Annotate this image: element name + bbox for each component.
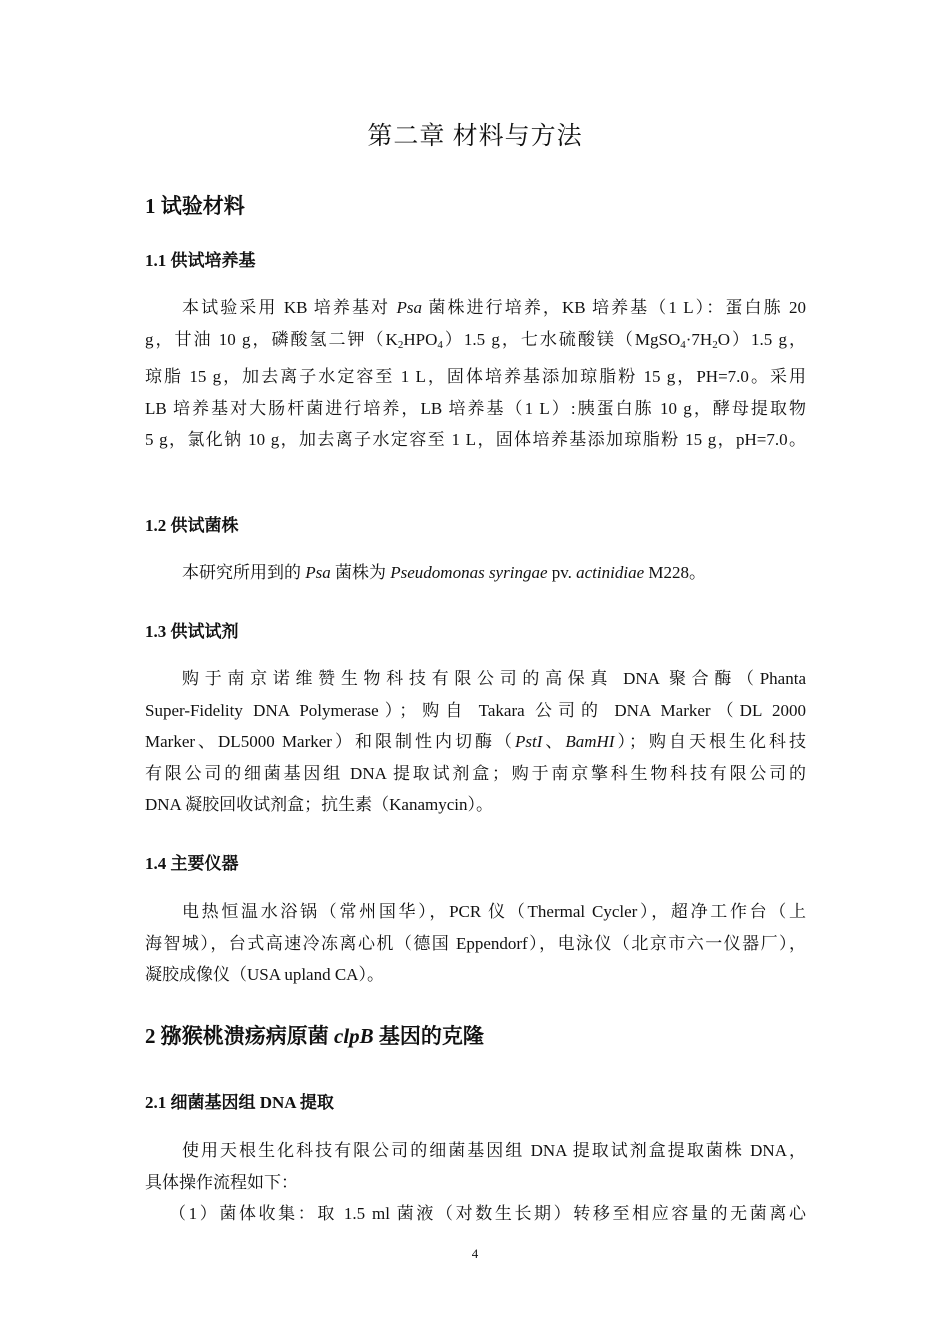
- paragraph-line: （1）菌体收集：取 1.5 ml 菌液（对数生长期）转移至相应容量的无菌离心: [169, 1204, 806, 1224]
- section-2-1-heading: 2.1 细菌基因组 DNA 提取: [145, 1093, 334, 1112]
- paragraph-line: 具体操作流程如下：: [145, 1172, 298, 1192]
- italic-term: Psa: [396, 298, 423, 317]
- section-1-2-heading: 1.2 供试菌株: [145, 516, 239, 535]
- section-1-4-paragraph: [145, 896, 806, 991]
- paragraph-line: Super-Fidelity DNA Polymerase）；购自 Takara 公司的 DNA Marker（DL 2000: [145, 700, 806, 720]
- paragraph-line: 5 g，氯化钠 10 g，加去离子水定容至 1 L，固体培养基添加琼脂粉 15 g，pH=7.0。: [145, 430, 806, 450]
- italic-term: PstI: [514, 732, 543, 752]
- paragraph-line: 电热恒温水浴锅（常州国华），PCR 仪（Thermal Cycler），超净工作台（上: [182, 902, 806, 921]
- paragraph-line: DNA 凝胶回收试剂盒；抗生素（Kanamycin）。: [145, 795, 494, 815]
- italic-term: Pseudomonas syringae: [390, 563, 548, 582]
- paragraph-line: 凝胶成像仪（USA upland CA）。: [145, 965, 384, 985]
- page-number: 4: [471, 1246, 479, 1261]
- section-1-2-paragraph: [145, 557, 806, 589]
- section-1-1-paragraph: [145, 292, 806, 456]
- paragraph-line: Marker、DL5000 Marker）和限制性内切酶（PstI、BamHI）；购自天根生化科技: [145, 732, 807, 752]
- paragraph-line: 本研究所用到的 Psa 菌株为 Pseudomonas syringae pv. actinidiae M228。: [182, 563, 706, 582]
- chapter-title: 第二章 材料与方法: [367, 123, 583, 150]
- paragraph-line: g，甘油 10 g，磷酸氢二钾$(K_2HPO_4)1.5$ g，七水硫酸镁$(MgSO_4\cdot 7H_2O)1.5$ g，: [145, 329, 806, 351]
- section-1-1-heading: 1.1 供试培养基: [145, 251, 256, 270]
- paragraph-line: 有限公司的细菌基因组 DNA 提取试剂盒；购于南京擎科生物科技有限公司的: [145, 763, 806, 783]
- section-2-1-paragraph: [145, 1135, 806, 1230]
- italic-term: Psa: [305, 563, 331, 582]
- paragraph-line: LB 培养基对大肠杆菌进行培养，LB 培养基（1 L）:胰蛋白胨 10 g，酵母提取物: [145, 398, 806, 418]
- section-1-heading: 1 试验材料: [145, 194, 245, 218]
- paragraph-line: 海智城），台式高速冷冻离心机（德国 Eppendorf），电泳仪（北京市六一仪器厂），: [145, 933, 806, 953]
- gene-name: clpB: [334, 1024, 374, 1048]
- paragraph-line: 琼脂 15 g，加去离子水定容至 1 L，固体培养基添加琼脂粉 15 g，PH=7.0。采用: [145, 367, 806, 387]
- section-1-3-heading: 1.3 供试试剂: [145, 622, 239, 641]
- italic-term: BamHI: [565, 732, 615, 752]
- section-2-heading: 2 猕猴桃溃疡病原菌 clpB 基因的克隆: [145, 1024, 484, 1048]
- paragraph-line: 使用天根生化科技有限公司的细菌基因组 DNA 提取试剂盒提取菌株 DNA，: [182, 1141, 806, 1160]
- section-1-3-paragraph: [145, 663, 806, 821]
- section-1-4-heading: 1.4 主要仪器: [145, 854, 239, 873]
- italic-term: actinidiae: [576, 563, 645, 582]
- paragraph-line: 购于南京诺维赞生物科技有限公司的高保真 DNA 聚合酶（Phanta: [182, 669, 806, 688]
- paragraph-line: 本试验采用 KB 培养基对 Psa 菌株进行培养，KB 培养基（1 L）：蛋白胨 20: [182, 298, 807, 317]
